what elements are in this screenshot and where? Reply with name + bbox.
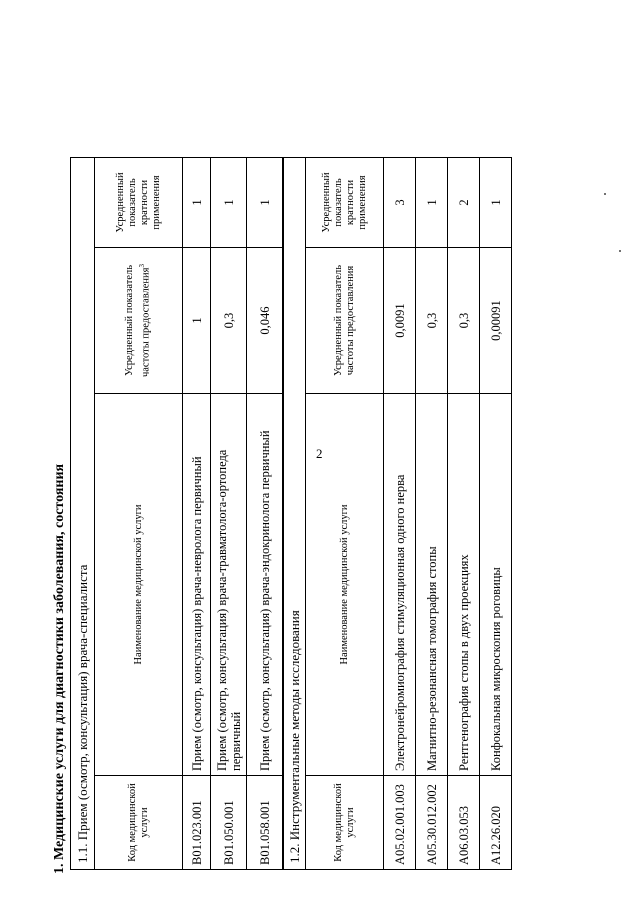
instrumental-methods-table xyxy=(283,157,512,870)
cell-multiplicity: 1 xyxy=(211,158,247,248)
cell-frequency: 1 xyxy=(183,248,211,394)
header-frequency: Усредненный показатель частоты предоставления$^3$ xyxy=(95,248,183,394)
cell-name: Прием (осмотр, консультация) врача-травматолога-ортопеда первичный xyxy=(211,394,247,776)
cell-code: B01.050.001 xyxy=(211,776,247,870)
consultations-table xyxy=(70,157,283,870)
cell-multiplicity: 1 xyxy=(247,158,283,248)
section-heading: 1. Медицинские услуги для диагностики заболевания, состояния xyxy=(52,463,67,874)
cell-code: B01.058.001 xyxy=(247,776,283,870)
cell-code: A05.30.012.002 xyxy=(416,776,448,870)
table-row xyxy=(416,158,448,870)
page-number: 2 xyxy=(316,446,323,461)
table-row xyxy=(448,158,480,870)
cell-multiplicity: 2 xyxy=(448,158,480,248)
cell-name: Прием (осмотр, консультация) врача-эндокринолога первичный xyxy=(247,394,283,776)
table-caption: 1.2. Инструментальные методы исследования xyxy=(284,158,306,870)
header-code: Код медицинской услуги xyxy=(306,776,384,870)
cell-frequency: 0,3 xyxy=(211,248,247,394)
rotated-page-content xyxy=(0,60,640,890)
table-row xyxy=(480,158,512,870)
cell-frequency: 0,046 xyxy=(247,248,283,394)
cell-name: Конфокальная микроскопия роговицы xyxy=(480,394,512,776)
cell-name: Магнитно-резонансная томография стопы xyxy=(416,394,448,776)
table-row xyxy=(183,158,211,870)
cell-name: Прием (осмотр, консультация) врача-невролога первичный xyxy=(183,394,211,776)
table-row xyxy=(384,158,416,870)
cell-multiplicity: 1 xyxy=(416,158,448,248)
cell-name: Электронейромиография стимуляционная одного нерва xyxy=(384,394,416,776)
cell-multiplicity: 3 xyxy=(384,158,416,248)
header-multiplicity: Усредненный показатель кратности применения xyxy=(95,158,183,248)
cell-frequency: 0,3 xyxy=(448,248,480,394)
footnote-marker: 3 xyxy=(138,264,147,268)
cell-code: A05.02.001.003 xyxy=(384,776,416,870)
cell-multiplicity: 1 xyxy=(480,158,512,248)
header-name: Наименование медицинской услуги xyxy=(95,394,183,776)
header-name: Наименование медицинской услуги xyxy=(306,394,384,776)
table-row xyxy=(211,158,247,870)
table-row xyxy=(247,158,283,870)
cell-multiplicity: 1 xyxy=(183,158,211,248)
header-code: Код медицинской услуги xyxy=(95,776,183,870)
cell-frequency: 0,0091 xyxy=(384,248,416,394)
cell-frequency: 0,3 xyxy=(416,248,448,394)
cell-frequency: 0,00091 xyxy=(480,248,512,394)
cell-code: B01.023.001 xyxy=(183,776,211,870)
cell-name: Рентгенография стопы в двух проекциях xyxy=(448,394,480,776)
cell-code: A06.03.053 xyxy=(448,776,480,870)
header-frequency: Усредненный показатель частоты предоставления xyxy=(306,248,384,394)
cell-code: A12.26.020 xyxy=(480,776,512,870)
header-multiplicity: Усредненный показатель кратности применения xyxy=(306,158,384,248)
table-caption: 1.1. Прием (осмотр, консультация) врача-специалиста xyxy=(71,158,95,870)
